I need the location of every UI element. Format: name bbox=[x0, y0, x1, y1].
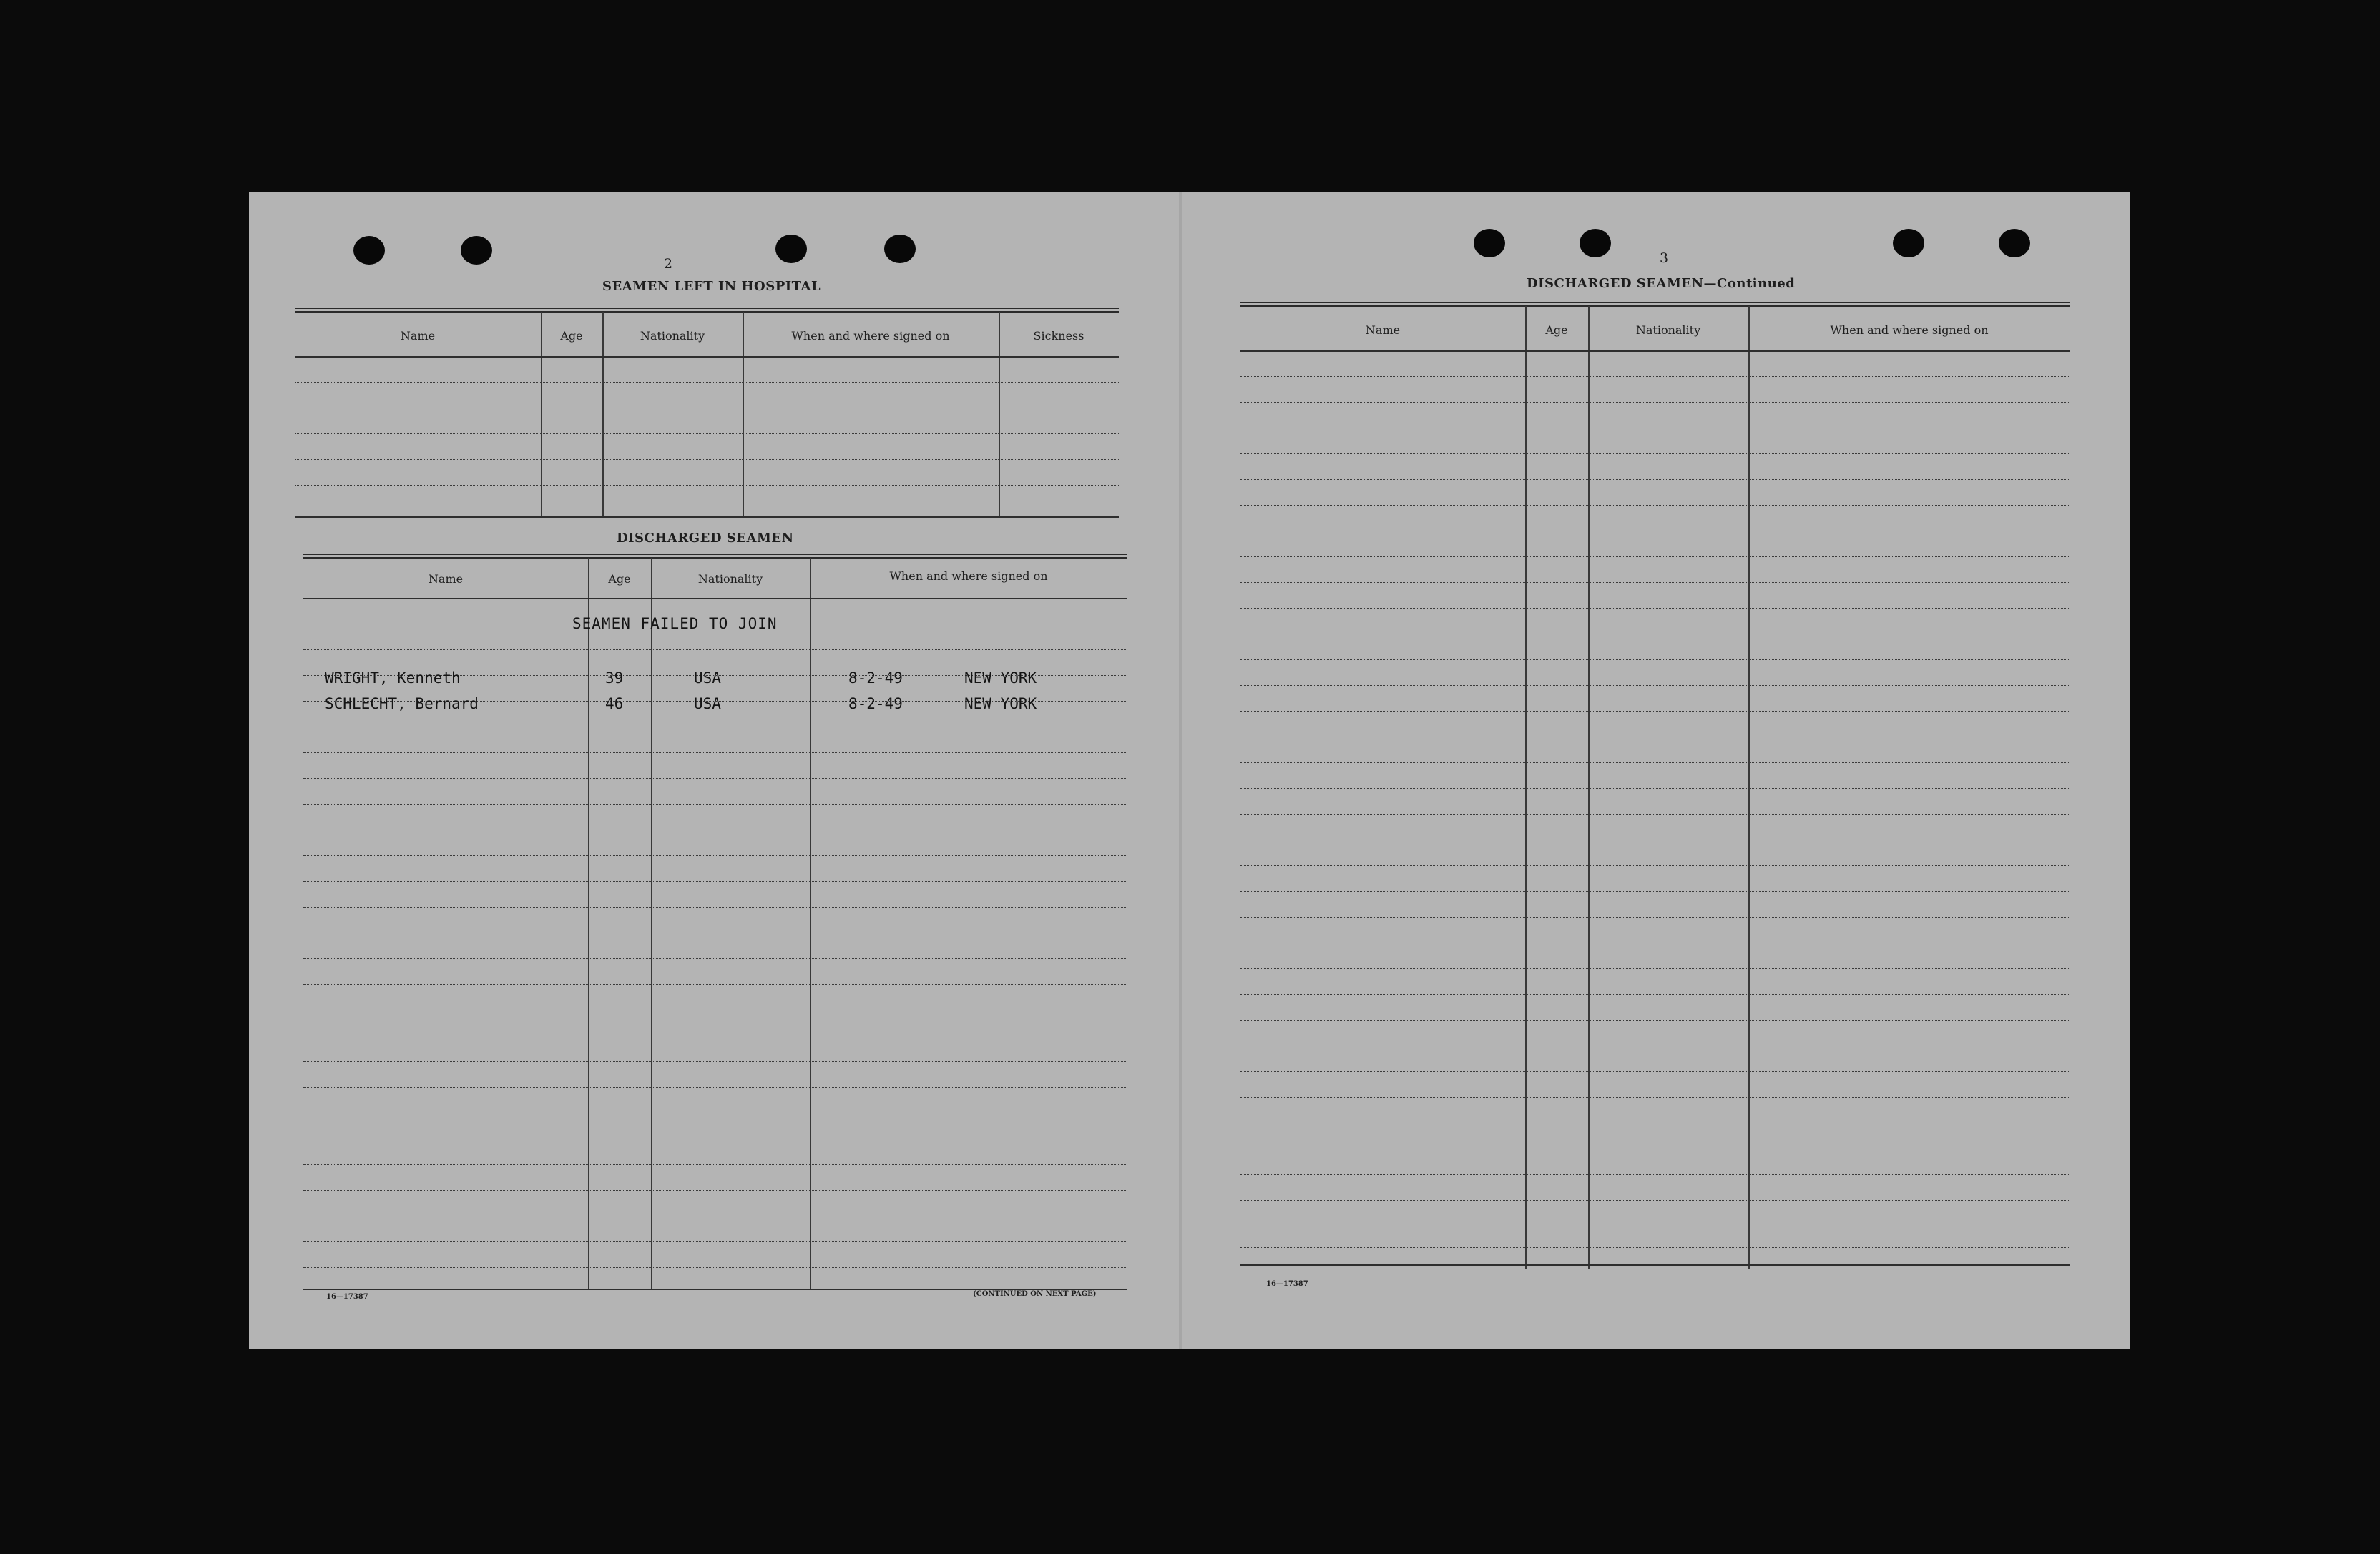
table-top-rule bbox=[1240, 302, 2070, 307]
header-rule bbox=[303, 598, 1127, 599]
table-row bbox=[1240, 1247, 2070, 1248]
column-header-signed-on: When and where signed on bbox=[791, 329, 950, 343]
column-divider bbox=[541, 312, 542, 518]
table-row bbox=[1240, 1071, 2070, 1072]
discharged-section-title: DISCHARGED SEAMEN bbox=[617, 531, 794, 546]
column-header-signed-on: When and where signed on bbox=[1830, 323, 1989, 337]
entry-signed-place: NEW YORK bbox=[964, 695, 1037, 712]
discharged-continued-table bbox=[1240, 302, 2070, 1267]
table-row bbox=[303, 958, 1127, 959]
table-row bbox=[303, 984, 1127, 985]
table-row bbox=[295, 459, 1119, 460]
column-divider bbox=[743, 312, 744, 518]
column-divider bbox=[588, 558, 589, 1289]
table-top-rule bbox=[303, 554, 1127, 559]
page-number: 3 bbox=[1660, 250, 1669, 266]
table-row bbox=[295, 485, 1119, 486]
entry-signed-place: NEW YORK bbox=[964, 669, 1037, 687]
table-row bbox=[303, 804, 1127, 805]
entry-nationality: USA bbox=[694, 695, 721, 712]
table-row bbox=[1240, 762, 2070, 763]
punch-hole bbox=[775, 235, 807, 263]
table-row bbox=[303, 881, 1127, 882]
column-header-nationality: Nationality bbox=[697, 572, 763, 586]
punch-hole bbox=[884, 235, 916, 263]
table-row bbox=[1240, 891, 2070, 892]
column-header-nationality: Nationality bbox=[640, 329, 705, 343]
table-row bbox=[303, 1087, 1127, 1088]
page-number: 2 bbox=[664, 256, 673, 272]
discharged-continued-title: DISCHARGED SEAMEN—Continued bbox=[1527, 276, 1796, 291]
column-header-sickness: Sickness bbox=[1033, 329, 1084, 343]
header-rule bbox=[295, 356, 1119, 358]
table-row bbox=[1240, 608, 2070, 609]
table-row bbox=[303, 1164, 1127, 1165]
column-divider bbox=[1525, 306, 1527, 1269]
table-row bbox=[1240, 582, 2070, 583]
column-header-name: Name bbox=[1365, 323, 1401, 337]
column-divider bbox=[602, 312, 604, 518]
table-row bbox=[1240, 659, 2070, 660]
column-header-nationality: Nationality bbox=[1635, 323, 1701, 337]
entry-age: 46 bbox=[605, 695, 624, 712]
table-row bbox=[1240, 1174, 2070, 1175]
form-number: 16—17387 bbox=[1266, 1280, 1308, 1288]
typed-section-heading: SEAMEN FAILED TO JOIN bbox=[572, 615, 778, 632]
entry-nationality: USA bbox=[694, 669, 721, 687]
table-row bbox=[1240, 1200, 2070, 1201]
table-row bbox=[303, 1241, 1127, 1242]
table-row bbox=[303, 1061, 1127, 1062]
entry-signed-date: 8-2-49 bbox=[848, 669, 903, 687]
table-row bbox=[1240, 968, 2070, 969]
ship-manifest-sheet bbox=[249, 192, 2130, 1349]
column-divider bbox=[810, 558, 811, 1289]
entry-name: WRIGHT, Kenneth bbox=[325, 669, 461, 687]
hospital-section-title: SEAMEN LEFT IN HOSPITAL bbox=[602, 279, 821, 294]
punch-hole bbox=[1580, 229, 1611, 257]
table-row bbox=[1240, 556, 2070, 557]
header-rule bbox=[1240, 350, 2070, 352]
table-row bbox=[303, 1267, 1127, 1268]
table-row bbox=[1240, 505, 2070, 506]
column-header-signed-on: When and where signed on bbox=[889, 569, 1048, 583]
entry-name: SCHLECHT, Bernard bbox=[325, 695, 479, 712]
entry-signed-date: 8-2-49 bbox=[848, 695, 903, 712]
table-row bbox=[1240, 917, 2070, 918]
punch-hole bbox=[1893, 229, 1924, 257]
table-row bbox=[303, 778, 1127, 779]
table-row bbox=[1240, 788, 2070, 789]
column-divider bbox=[651, 558, 652, 1289]
form-number: 16—17387 bbox=[326, 1293, 368, 1301]
punch-hole bbox=[1474, 229, 1505, 257]
entry-age: 39 bbox=[605, 669, 624, 687]
table-row bbox=[1240, 1020, 2070, 1021]
column-divider bbox=[1588, 306, 1590, 1269]
table-row bbox=[1240, 711, 2070, 712]
column-header-name: Name bbox=[400, 329, 436, 343]
table-row bbox=[303, 649, 1127, 650]
table-row bbox=[303, 907, 1127, 908]
column-divider bbox=[1748, 306, 1750, 1269]
table-bottom-rule bbox=[1240, 1264, 2070, 1266]
table-row bbox=[1240, 402, 2070, 403]
table-row bbox=[295, 382, 1119, 383]
center-fold bbox=[1179, 192, 1182, 1349]
table-top-rule bbox=[295, 308, 1119, 313]
table-row bbox=[1240, 814, 2070, 815]
column-header-age: Age bbox=[560, 329, 583, 343]
table-row bbox=[303, 855, 1127, 856]
continued-note: (CONTINUED ON NEXT PAGE) bbox=[973, 1290, 1097, 1298]
table-row bbox=[1240, 685, 2070, 686]
table-row bbox=[295, 433, 1119, 434]
discharged-table bbox=[303, 554, 1127, 1334]
table-row bbox=[303, 752, 1127, 753]
column-header-name: Name bbox=[428, 572, 464, 586]
punch-hole bbox=[353, 236, 385, 265]
table-bottom-rule bbox=[295, 516, 1119, 518]
table-row bbox=[1240, 865, 2070, 866]
table-row bbox=[303, 1190, 1127, 1191]
table-row bbox=[1240, 1097, 2070, 1098]
column-divider bbox=[999, 312, 1000, 518]
table-row bbox=[1240, 453, 2070, 454]
table-row bbox=[1240, 479, 2070, 480]
punch-hole bbox=[461, 236, 492, 265]
table-row bbox=[1240, 994, 2070, 995]
table-row bbox=[1240, 376, 2070, 377]
punch-hole bbox=[1999, 229, 2030, 257]
column-header-age: Age bbox=[1545, 323, 1568, 337]
column-header-age: Age bbox=[608, 572, 631, 586]
